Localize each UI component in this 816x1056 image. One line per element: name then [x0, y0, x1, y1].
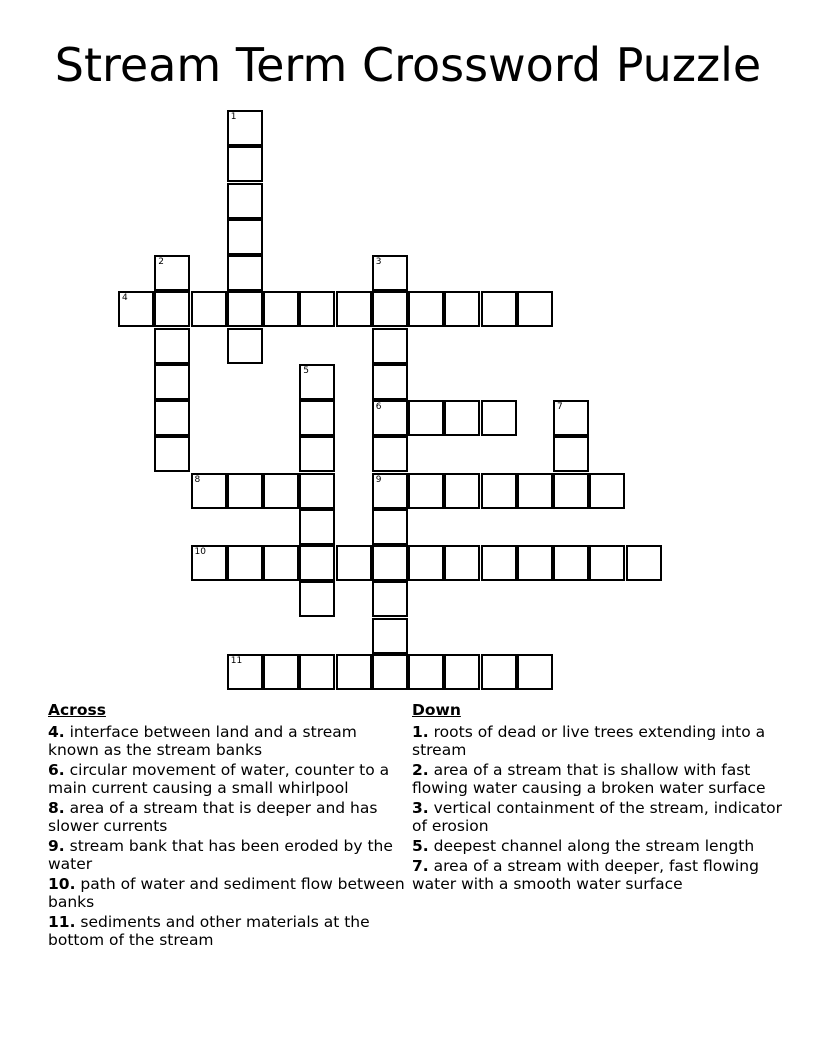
grid-cell[interactable]: [336, 291, 372, 327]
grid-cell[interactable]: [444, 473, 480, 509]
grid-cell[interactable]: [372, 255, 408, 291]
grid-cell[interactable]: [517, 545, 553, 581]
grid-cell[interactable]: [372, 545, 408, 581]
grid-cell[interactable]: [263, 291, 299, 327]
clue-number: 5: [303, 365, 309, 376]
grid-cell[interactable]: [191, 473, 227, 509]
grid-cell[interactable]: [118, 291, 154, 327]
grid-cell[interactable]: [263, 473, 299, 509]
grid-cell[interactable]: [299, 473, 335, 509]
grid-cell[interactable]: [227, 255, 263, 291]
grid-cell[interactable]: [299, 364, 335, 400]
clue-number: 9: [375, 474, 382, 485]
grid-cell[interactable]: [299, 400, 335, 436]
down-clue-7: 7. area of a stream with deeper, fast flowing water with a smooth water surface: [412, 857, 759, 893]
grid-cell[interactable]: [481, 654, 517, 690]
grid-cell[interactable]: [227, 110, 263, 146]
grid-cell[interactable]: [154, 436, 190, 472]
across-clue-10: 10. path of water and sediment flow between banks: [48, 875, 405, 911]
grid-cell[interactable]: [481, 473, 517, 509]
grid-cell[interactable]: [444, 654, 480, 690]
grid-cell[interactable]: [372, 509, 408, 545]
clue-number: 8: [194, 474, 201, 485]
page-title: Stream Term Crossword Puzzle: [54, 38, 762, 92]
clue-number: 7: [557, 402, 563, 412]
grid-cell[interactable]: [227, 654, 263, 690]
grid-cell[interactable]: [372, 618, 408, 654]
grid-cell[interactable]: [408, 291, 444, 327]
grid-cell[interactable]: [372, 581, 408, 617]
grid-cell[interactable]: [154, 255, 190, 291]
grid-cell[interactable]: [154, 400, 190, 436]
grid-cell[interactable]: [589, 545, 625, 581]
down-clue-3: 3. vertical containment of the stream, indicator of erosion: [412, 799, 782, 835]
across-heading: Across: [48, 701, 106, 719]
grid-cell[interactable]: [227, 146, 263, 182]
down-clue-5: 5. deepest channel along the stream length: [412, 837, 755, 855]
grid-cell[interactable]: [191, 545, 227, 581]
grid-cell[interactable]: [263, 654, 299, 690]
grid-cell[interactable]: [444, 291, 480, 327]
across-clues: [48, 701, 410, 951]
grid-cell[interactable]: [299, 581, 335, 617]
clue-number: 4: [122, 293, 128, 304]
grid-cell[interactable]: [626, 545, 662, 581]
grid-cell[interactable]: [372, 291, 408, 327]
down-heading: Down: [412, 701, 461, 719]
grid-cell[interactable]: [553, 545, 589, 581]
grid-cell[interactable]: [227, 219, 263, 255]
clue-number: 2: [158, 257, 164, 267]
grid-cell[interactable]: [481, 291, 517, 327]
grid-cell[interactable]: [154, 328, 190, 364]
across-clue-9: 9. stream bank that has been eroded by the water: [48, 837, 393, 873]
grid-cell[interactable]: [372, 654, 408, 690]
grid-cell[interactable]: [299, 291, 335, 327]
grid-cell[interactable]: [372, 436, 408, 472]
grid-cell[interactable]: [481, 400, 517, 436]
grid-cell[interactable]: [372, 400, 408, 436]
grid-cell[interactable]: [336, 545, 372, 581]
grid-cell[interactable]: [154, 291, 190, 327]
grid-cell[interactable]: [553, 400, 589, 436]
grid-cell[interactable]: [444, 400, 480, 436]
clue-number: 3: [375, 257, 382, 267]
grid-cell[interactable]: [299, 654, 335, 690]
grid-cell[interactable]: [553, 436, 589, 472]
across-clue-11: 11. sediments and other materials at the bottom of the stream: [48, 913, 370, 949]
clue-number: 1: [230, 112, 237, 122]
grid-cell[interactable]: [408, 473, 444, 509]
grid-cell[interactable]: [299, 509, 335, 545]
clue-number: 10: [194, 547, 206, 557]
grid-cell[interactable]: [517, 654, 553, 690]
grid-cell[interactable]: [372, 473, 408, 509]
grid-cell[interactable]: [227, 183, 263, 219]
grid-cell[interactable]: [553, 473, 589, 509]
grid-cell[interactable]: [154, 364, 190, 400]
grid-cell[interactable]: [191, 291, 227, 327]
grid-cell[interactable]: [408, 545, 444, 581]
grid-cell[interactable]: [372, 364, 408, 400]
grid-cell[interactable]: [372, 328, 408, 364]
grid-cell[interactable]: [517, 291, 553, 327]
down-clue-1: 1. roots of dead or live trees extending into a stream: [412, 723, 766, 759]
grid-cell[interactable]: [481, 545, 517, 581]
grid-cell[interactable]: [408, 654, 444, 690]
grid-cell[interactable]: [227, 545, 263, 581]
grid-cell[interactable]: [589, 473, 625, 509]
down-clue-2: 2. area of a stream that is shallow with fast flowing water causing a broken water surface: [412, 761, 766, 797]
across-clue-8: 8. area of a stream that is deeper and has slower currents: [48, 799, 378, 835]
grid-cell[interactable]: [517, 473, 553, 509]
grid-cell[interactable]: [444, 545, 480, 581]
grid-cell[interactable]: [299, 436, 335, 472]
grid-cell[interactable]: [227, 328, 263, 364]
across-clue-4: 4. interface between land and a stream known as the stream banks: [48, 723, 357, 759]
across-clue-6: 6. circular movement of water, counter to a main current causing a small whirlpool: [48, 761, 390, 797]
grid-cell[interactable]: [299, 545, 335, 581]
clue-number: 6: [375, 402, 382, 412]
grid-cell[interactable]: [263, 545, 299, 581]
grid-cell[interactable]: [227, 473, 263, 509]
grid-cell[interactable]: [336, 654, 372, 690]
grid-cell[interactable]: [227, 291, 263, 327]
grid-cell[interactable]: [408, 400, 444, 436]
clue-number: 11: [230, 655, 243, 666]
down-clues: [412, 701, 782, 895]
